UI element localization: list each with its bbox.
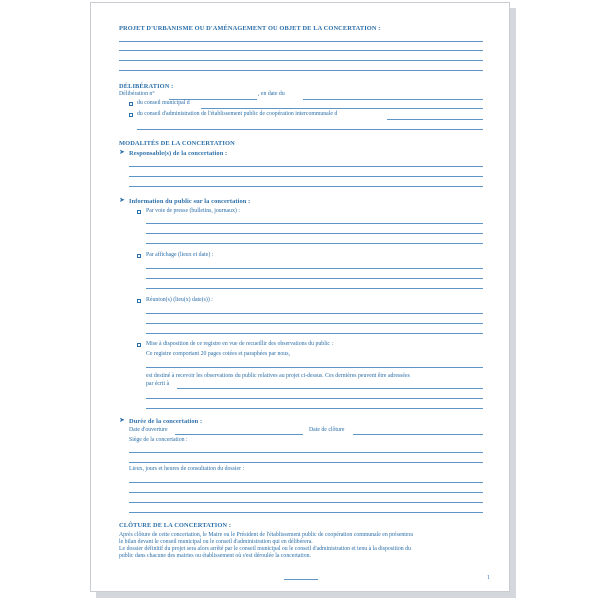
affichage-line-3[interactable] <box>146 288 483 289</box>
registre-line-2[interactable] <box>146 398 483 399</box>
presse-label: Par voie de presse (bulletins, journaux) : <box>146 208 240 214</box>
arrow-bullet-icon: ➤ <box>119 416 125 424</box>
cloture-heading: CLÔTURE DE LA CONCERTATION : <box>119 522 232 529</box>
page-number: 1 <box>487 575 490 581</box>
arrow-bullet-icon: ➤ <box>119 196 125 204</box>
cloture-text-line-3: Le dossier définitif du projet sera alors arrêté par le conseil municipal ou le conseil d'administration et tenu à la disposition du <box>119 546 411 552</box>
cloture-text-line-2: le bilan devant le conseil municipal ou le conseil d'administration qui en délibérera. <box>119 539 313 545</box>
deliberation-number-label: Délibération n° <box>119 91 155 97</box>
registre-adresse-field[interactable] <box>177 388 483 389</box>
duree-label: Durée de la concertation : <box>129 418 203 425</box>
document-page <box>90 2 510 592</box>
projet-heading: PROJET D'URBANISME OU D'AMÉNAGEMENT OU OBJET DE LA CONCERTATION : <box>119 25 381 32</box>
presse-line-3[interactable] <box>146 243 483 244</box>
option-municipal-label: du conseil municipal d <box>137 100 190 106</box>
reunions-line-2[interactable] <box>146 323 483 324</box>
ouverture-label: Date d'ouverture <box>129 427 168 433</box>
presse-line-1[interactable] <box>146 223 483 224</box>
checkbox-presse[interactable] <box>137 210 141 214</box>
registre-pages-text: Ce registre comportant 20 pages cotées et paraphées par nous, <box>146 351 290 357</box>
projet-line-2[interactable] <box>119 50 483 51</box>
epci-field-continued[interactable] <box>137 129 483 130</box>
cloture-date-label: Date de clôture <box>309 427 345 433</box>
lieux-line-3[interactable] <box>129 502 483 503</box>
checkbox-registre[interactable] <box>137 343 141 347</box>
modalites-heading: MODALITÉS DE LA CONCERTATION <box>119 140 235 147</box>
information-label: Information du public sur la concertation : <box>129 198 251 205</box>
lieux-label: Lieux, jours et heures de consultation du dossier : <box>129 466 245 472</box>
checkbox-affichage[interactable] <box>137 254 141 258</box>
ouverture-field[interactable] <box>175 434 303 435</box>
lieux-line-1[interactable] <box>129 482 483 483</box>
arrow-bullet-icon: ➤ <box>119 148 125 156</box>
reunions-line-3[interactable] <box>146 333 483 334</box>
projet-line-4[interactable] <box>119 70 483 71</box>
cloture-text-line-1: Après clôture de cette concertation, le Maire ou le Président de l'établissement public de coopération communale en présentera <box>119 532 413 538</box>
deliberation-heading: DÉLIBÉRATION : <box>119 83 174 90</box>
siege-line-1[interactable] <box>129 452 483 453</box>
responsable-label: Responsable(s) de la concertation : <box>129 150 228 157</box>
affichage-label: Par affichage (lieux et date) : <box>146 252 214 258</box>
reunions-label: Réunion(s) (lieu(x) date(s)) : <box>146 297 213 303</box>
deliberation-date-label: , en date du <box>258 91 285 97</box>
deliberation-date-field[interactable] <box>303 99 483 100</box>
registre-line-1[interactable] <box>146 367 483 368</box>
affichage-line-1[interactable] <box>146 268 483 269</box>
footer-separator <box>284 579 318 580</box>
checkbox-conseil-administration[interactable] <box>129 113 133 117</box>
responsable-line-1[interactable] <box>129 166 483 167</box>
option-epci-label: du conseil d'administration de l'établissement public de coopération intercommunale d <box>137 111 338 117</box>
presse-line-2[interactable] <box>146 233 483 234</box>
municipal-field[interactable] <box>201 108 483 109</box>
registre-line-3[interactable] <box>146 408 483 409</box>
cloture-date-field[interactable] <box>353 434 483 435</box>
lieux-line-4[interactable] <box>129 512 483 513</box>
responsable-line-3[interactable] <box>129 186 483 187</box>
registre-destine-text-1: est destiné à recevoir les observations du public relatives au projet ci-dessus. Ces dernières peuvent être adressées <box>146 373 410 379</box>
responsable-line-2[interactable] <box>129 176 483 177</box>
registre-destine-text-2: par écrit à <box>146 381 170 387</box>
affichage-line-2[interactable] <box>146 278 483 279</box>
projet-line-1[interactable] <box>119 41 483 42</box>
reunions-line-1[interactable] <box>146 313 483 314</box>
registre-label: Mise à disposition de ce registre en vue de recueillir des observations du public : <box>146 341 334 347</box>
cloture-text-line-4: public dans chacune des mairies ou établissement où s'est déroulée la concertation. <box>119 553 311 559</box>
checkbox-reunions[interactable] <box>137 299 141 303</box>
siege-label: Siège de la concertation : <box>129 437 188 443</box>
lieux-line-2[interactable] <box>129 492 483 493</box>
projet-line-3[interactable] <box>119 60 483 61</box>
epci-field[interactable] <box>387 119 483 120</box>
siege-line-2[interactable] <box>129 462 483 463</box>
checkbox-conseil-municipal[interactable] <box>129 102 133 106</box>
